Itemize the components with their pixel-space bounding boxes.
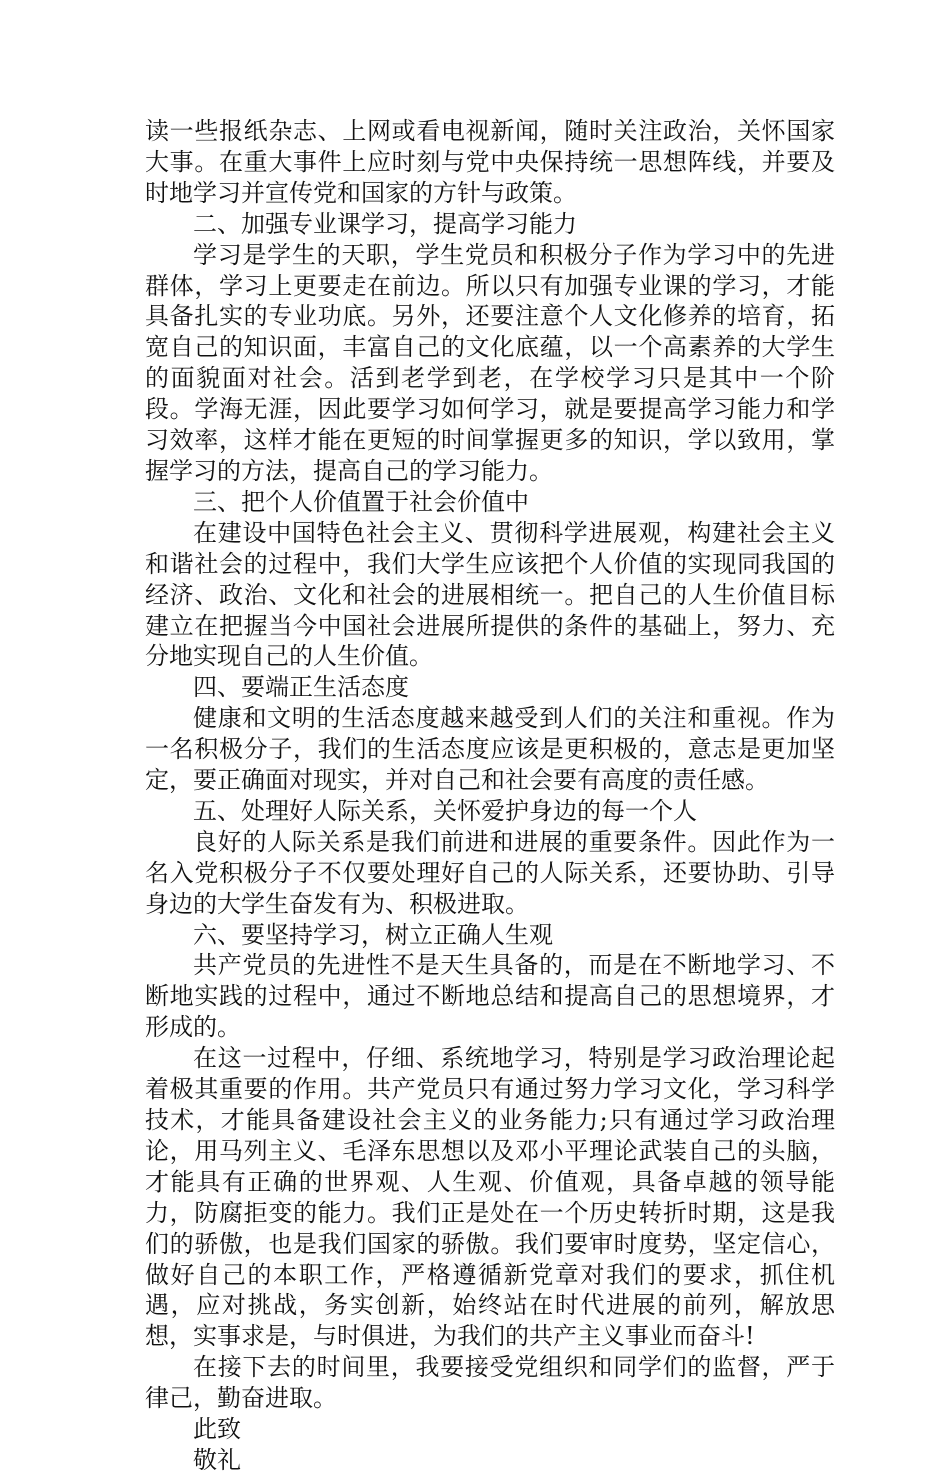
paragraph-theory: 在这一过程中，仔细、系统地学习，特别是学习政治理论起着极其重要的作用。共产党员只有通过努力学习文化，学习科学技术，才能具备建设社会主义的业务能力;只有通过学习政治理论，用马列主义、毛泽东思想以及邓小平理论武装自己的头脑，才能具有正确的世界观、人生观、价值观，具备卓越的领导能力，防腐拒变的能力。我们正是处在一个历史转折时期，这是我们的骄傲，也是我们国家的骄傲。我们要审时度势，坚定信心，做好自己的本职工作，严格遵循新党章对我们的要求，抓住机遇，应对挑战，务实创新，始终站在时代进展的前列，解放思想，实事求是，与时俱进，为我们的共产主义事业而奋斗! xyxy=(145,1044,835,1351)
paragraph-relations: 良好的人际关系是我们前进和进展的重要条件。因此作为一名入党积极分子不仅要处理好自己的人际关系，还要协助、引导身边的大学生奋发有为、积极进取。 xyxy=(145,827,835,918)
paragraph-attitude: 健康和文明的生活态度越来越受到人们的关注和重视。作为一名积极分子，我们的生活态度应该是更积极的，意志是更加坚定，要正确面对现实，并对自己和社会要有高度的责任感。 xyxy=(145,704,835,795)
closing-regards: 敬礼 xyxy=(193,1445,241,1474)
paragraph-advancement: 共产党员的先进性不是天生具备的，而是在不断地学习、不断地实践的过程中，通过不断地总结和提高自己的思想境界，才形成的。 xyxy=(145,951,835,1042)
section-heading-2: 二、加强专业课学习，提高学习能力 xyxy=(193,209,577,238)
section-heading-5: 五、处理好人际关系，关怀爱护身边的每一个人 xyxy=(193,796,697,825)
paragraph-commitment: 在接下去的时间里，我要接受党组织和同学们的监督，严于律己，勤奋进取。 xyxy=(145,1353,835,1413)
section-heading-4: 四、要端正生活态度 xyxy=(193,673,409,702)
section-heading-3: 三、把个人价值置于社会价值中 xyxy=(193,487,529,516)
closing-salutation: 此致 xyxy=(193,1415,241,1444)
paragraph-continuation: 读一些报纸杂志、上网或看电视新闻，随时关注政治，关怀国家大事。在重大事件上应时刻与党中央保持统一思想阵线，并要及时地学习并宣传党和国家的方针与政策。 xyxy=(145,117,835,207)
paragraph-values: 在建设中国特色社会主义、贯彻科学进展观，构建社会主义和谐社会的过程中，我们大学生应该把个人价值的实现同我国的经济、政治、文化和社会的进展相统一。把自己的人生价值目标建立在把握当今中国社会进展所提供的条件的基础上，努力、充分地实现自己的人生价值。 xyxy=(145,518,835,671)
document-body xyxy=(145,116,835,1476)
paragraph-study: 学习是学生的天职，学生党员和积极分子作为学习中的先进群体，学习上更要走在前边。所以只有加强专业课的学习，才能具备扎实的专业功底。另外，还要注意个人文化修养的培育，拓宽自己的知识面，丰富自己的文化底蕴，以一个高素养的大学生的面貌面对社会。活到老学到老，在学校学习只是其中一个阶段。学海无涯，因此要学习如何学习，就是要提高学习能力和学习效率，这样才能在更短的时间掌握更多的知识，学以致用，掌握学习的方法，提高自己的学习能力。 xyxy=(145,240,835,485)
section-heading-6: 六、要坚持学习，树立正确人生观 xyxy=(193,920,553,949)
